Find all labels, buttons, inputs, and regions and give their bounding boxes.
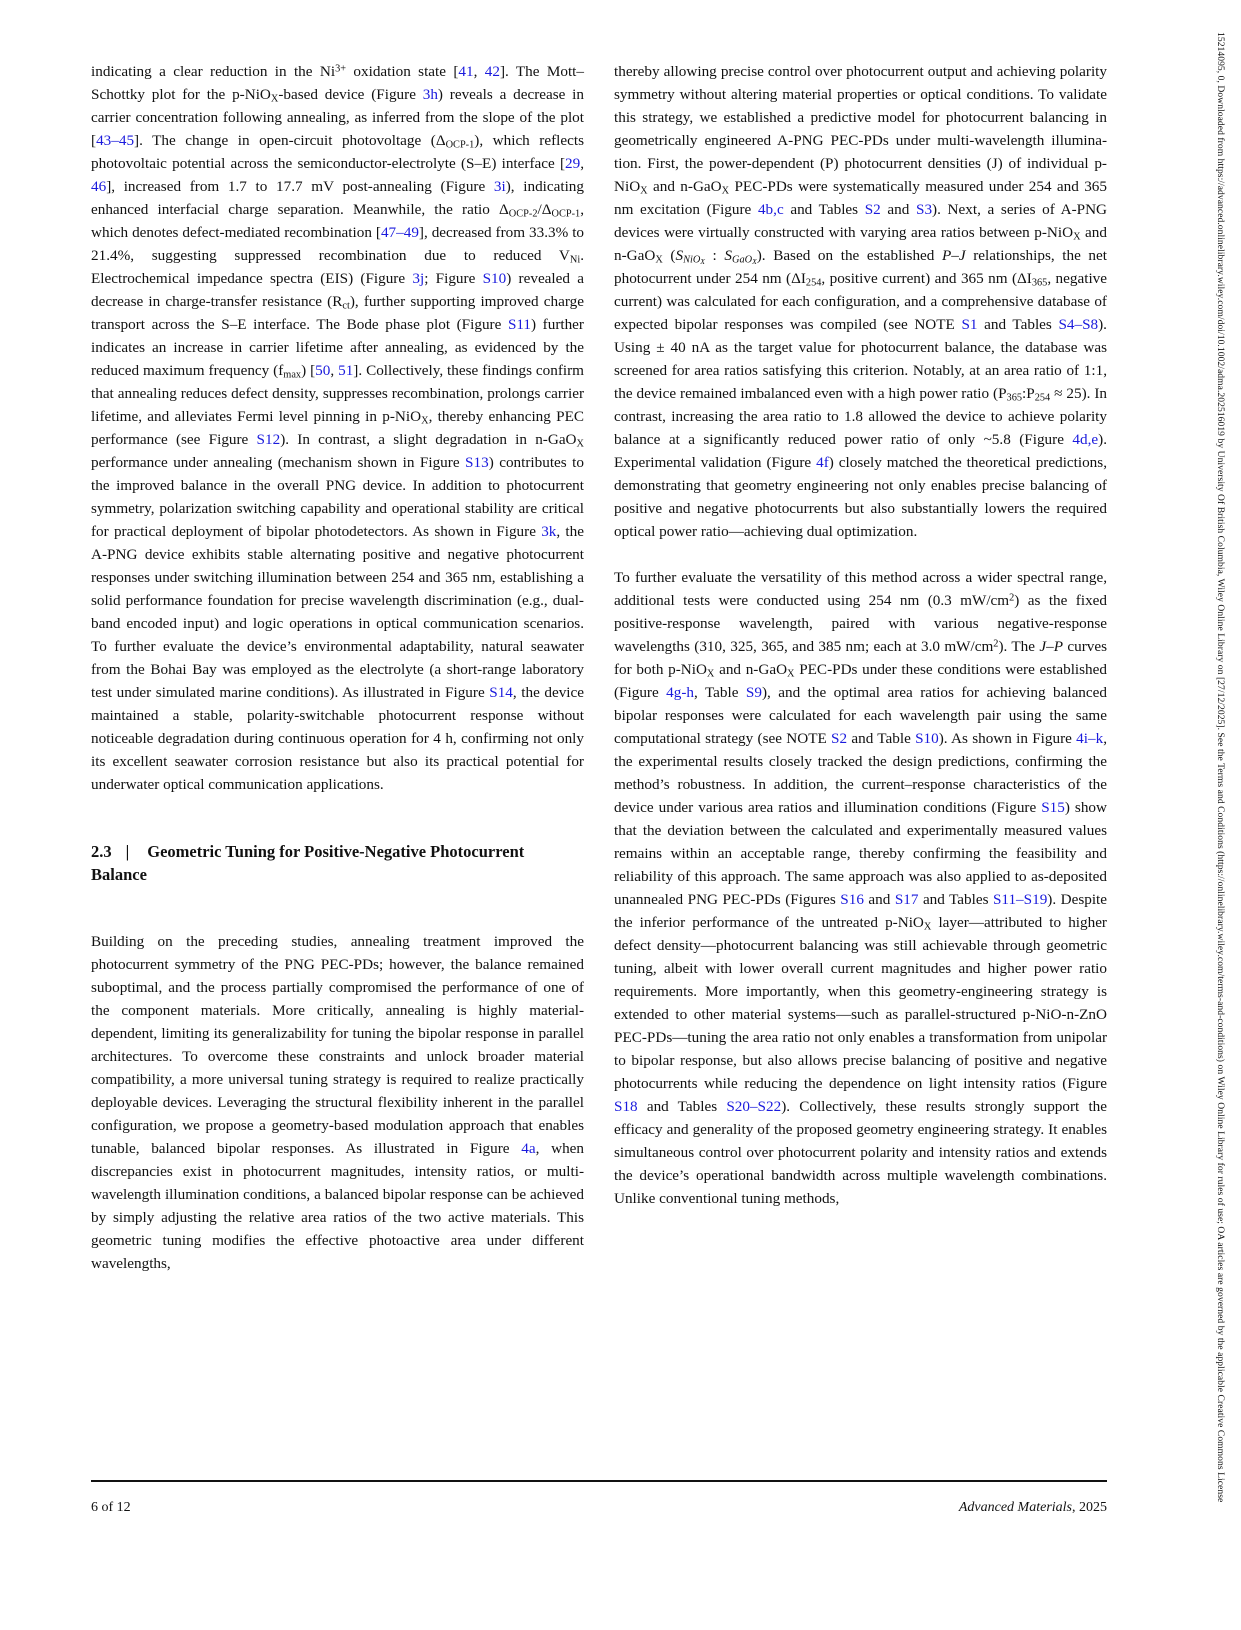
subscript: max (283, 369, 302, 381)
section-number: 2.3 (91, 842, 112, 861)
paragraph: To further evaluate the versatility of this method across a wider spectral range, additional tests were conducted using 254 nm (0.3 $mW/cm^2$) as the fixed positive-response wavelength, paired with various negative-response wavelengths (310, 325, 365, and 385 nm; each at 3.0 $mW/cm^2$). The J–P curves for both p-NiO$_X$ and n-GaO$_X$ PEC-PDs under these conditions were established (Figure 4g-h, Table S9), and the optimal area ratios for achieving balanced bipolar responses were calculated for each wavelength pair using the same computational strategy (see NOTE S2 and Table S10). As shown in Figure 4i–k, the experimental results closely tracked the design predictions, confirming the method’s robustness. In addition, the current–response characteristics of the device under various area ratios and illumination conditions (Figure S15) show that the deviation between the calculated and experimentally measured values remains within an acceptable range, thereby confirming the feasibility and reliability of this approach. The same approach was also applied to as-deposited unannealed PNG PEC-PDs (Figures S16 and S17 and Tables S11–S19). Despite the inferior performance of the untreated p-NiO$_X$ layer—attributed to higher defect density—photocurrent balancing was still achievable through geometric tuning, albeit with lower overall current magnitudes and higher power ratio requirements. More importantly, when this geometry-engineering strategy is extended to other material systems—such as parallel-structured p-NiO-n-ZnO PEC-PDs—tuning the area ratio not only enables a transformation from unipolar to bipolar response, but also allows precise balancing of positive and negative photocurrents while reducing the dependence on light intensity ratios (Figure S18 and Tables S20–S22). Collectively, these results strongly support the efficacy and generality of the proposed geometry engineering strategy. It enables simultaneous control over photocurrent polarity and intensity ratios and extends the device’s operational bandwidth across multiple wavelength combinations. Unlike conventional tuning methods, (614, 569, 1108, 1207)
reference-link[interactable]: S15 (1041, 799, 1065, 816)
superscript: 2 (993, 638, 999, 650)
reference-link[interactable]: S12 (256, 431, 281, 448)
italic-text: J–P (1039, 638, 1063, 655)
subscript: X (1073, 231, 1081, 243)
download-notice-text: 15214095, 0, Downloaded from https://advanced.onlinelibrary.wiley.com/doi/10.1002/adma.202516019 by University Of British Columbia, Wiley Online Library on [27/12/2025]. See the Terms and Conditions (https://onlinelibrary.wiley.com/terms-and-conditions) on Wiley Online Library for rules of use; OA articles are governed by the applicable Creative Commons License (1215, 32, 1226, 1503)
reference-link[interactable]: 42 (484, 63, 500, 80)
reference-link[interactable]: 47–49 (380, 224, 419, 241)
journal-year: , 2025 (1072, 1500, 1107, 1515)
reference-link[interactable]: S11–S19 (992, 891, 1048, 908)
reference-link[interactable]: S14 (489, 684, 513, 701)
reference-link[interactable]: S2 (831, 730, 848, 747)
reference-link[interactable]: S16 (840, 891, 864, 908)
reference-link[interactable]: S13 (465, 454, 489, 471)
subscript: OCP-1 (551, 208, 581, 220)
subscript: 254 (805, 277, 822, 289)
left-column (91, 60, 584, 1275)
reference-link[interactable]: 3k (541, 523, 557, 540)
reference-link[interactable]: S10 (915, 730, 939, 747)
superscript: 3+ (335, 63, 347, 75)
reference-link[interactable]: S9 (745, 684, 762, 701)
italic-subscript: GaO (731, 254, 753, 266)
subscript: X (706, 668, 715, 680)
italic-subscript: X (700, 257, 705, 267)
subscript: X (721, 185, 730, 197)
reference-link[interactable]: S11 (507, 316, 532, 333)
paragraph: indicating a clear reduction in the $Ni^{3+}$ oxidation state [41, 42]. The Mott–Schottky plot for the p-NiO$_X$-based device (Figure 3h) reveals a decrease in carrier concentration following annealing, as inferred from the slope of the plot [43–45]. The change in open-circuit photovoltage $(\Delta_{OCP-1})$, which reflects photovoltaic potential across the semiconductor-electrolyte (S–E) interface [29, 46], increased from 1.7 to 17.7 mV post-annealing (Figure 3i), indicating enhanced interfacial charge separation. Meanwhile, the ratio $\Delta_{OCP-2}/\Delta_{OCP-1}$, which denotes defect-mediated recombination [47–49], decreased from 33.3% to 21.4%, suggesting suppressed recombination due to reduced $V_{Ni}$. Electrochemical impedance spectra (EIS) (Figure 3j; Figure S10) revealed a decrease in charge-transfer resistance $(R_{ct})$, further supporting improved charge transport across the S–E interface. The Bode phase plot (Figure S11) further indicates an increase in carrier lifetime after annealing, as evidenced by the reduced maximum frequency $(f_{max})$ [50, 51]. Collectively, these findings confirm that annealing reduces defect density, suppresses recombination, prolongs carrier lifetime, and alleviates Fermi level pinning in p-NiO$_X$, thereby enhancing PEC performance (see Figure S12). In contrast, a slight degradation in n-GaO$_X$ performance under annealing (mechanism shown in Figure S13) contributes to the improved balance in the overall PNG device. In addition to photocurrent symmetry, polarization switching capability and operational stability are critical for practical deployment of bipolar photodetectors. As shown in Figure 3k, the A-PNG device exhibits stable alternating positive and negative photocurrent responses under switching illumination between 254 and 365 nm, establishing a solid performance foundation for precise wavelength discrimination (e.g., dual-band encoded input) and logic operations in optical communication scenarios. To further evaluate the device’s environmental adaptability, natural seawater from the Bohai Bay was employed as the electrolyte (a short-range laboratory test under simulated marine conditions). As illustrated in Figure S14, the device maintained a stable, polarity-switchable photocurrent response without noticeable degradation during continuous operation for 4 h, confirming not only its excellent seawater corrosion resistance but also its practical potential for underwater optical communication applications. (91, 63, 585, 793)
reference-link[interactable]: 3i (493, 178, 506, 195)
reference-link[interactable]: S3 (916, 201, 933, 218)
reference-link[interactable]: S20–S22 (726, 1098, 782, 1115)
subscript: X (421, 415, 429, 427)
superscript: 2 (1009, 592, 1015, 604)
footer-divider (91, 1480, 1107, 1482)
subscript: 254 (1034, 392, 1051, 404)
subscript: Ni (569, 254, 581, 266)
reference-link[interactable]: 4a (521, 1140, 536, 1157)
reference-link[interactable]: 29 (565, 155, 581, 172)
reference-link[interactable]: 51 (338, 362, 354, 379)
reference-link[interactable]: S18 (614, 1098, 638, 1115)
reference-link[interactable]: 3h (422, 86, 438, 103)
subscript: X (270, 93, 279, 105)
italic-subscript: NiO (683, 254, 701, 266)
reference-link[interactable]: 4i–k (1076, 730, 1104, 747)
reference-link[interactable]: S17 (894, 891, 919, 908)
italic-text: S (675, 247, 684, 264)
reference-link[interactable]: 4d,e (1072, 431, 1099, 448)
italic-subscript: X (752, 257, 757, 267)
reference-link[interactable]: 46 (91, 178, 107, 195)
reference-link[interactable]: 4g-h (666, 684, 694, 701)
reference-link[interactable]: S4–S8 (1058, 316, 1099, 333)
reference-link[interactable]: 3j (412, 270, 425, 287)
subscript: X (655, 254, 663, 266)
reference-link[interactable]: 43–45 (96, 132, 135, 149)
subscript: X (640, 185, 648, 197)
section-title: Geometric Tuning for Positive-Negative Photocurrent Balance (91, 842, 525, 884)
subscript: OCP-2 (508, 208, 538, 220)
italic-text: S (724, 247, 732, 264)
reference-link[interactable]: 50 (315, 362, 331, 379)
italic-text: P–J (942, 247, 966, 264)
right-column (614, 60, 1107, 1210)
page-number: 6 of 12 (91, 1500, 131, 1515)
journal-citation (959, 1500, 1107, 1516)
reference-link[interactable]: 4f (816, 454, 829, 471)
section-separator: | (125, 842, 130, 861)
reference-link[interactable]: S2 (864, 201, 881, 218)
subscript: X (923, 921, 932, 933)
subscript: ct (342, 300, 350, 312)
download-notice-sidebar (1215, 32, 1226, 1592)
paragraph: thereby allowing precise control over photocurrent output and achieving polarity symmetry without altering material properties or optical conditions. To validate this strategy, we established a predictive model for photocurrent balancing in geometrically engineered A-PNG PEC-PDs under multi-wavelength illumination. First, the power-dependent (P) photocurrent densities (J) of individual p-NiO$_X$ and n-GaO$_X$ PEC-PDs were systematically measured under 254 and 365 nm excitation (Figure 4b,c and Tables S2 and S3). Next, a series of A-PNG devices were virtually constructed with varying area ratios between p-NiO$_X$ and n-GaO$_X$ ($S_{NiOX}$ : $S_{GaOX}$). Based on the established P–J relationships, the net photocurrent under 254 nm ($\Delta I_{254}$, positive current) and 365 nm ($\Delta I_{365}$, negative current) was calculated for each configuration, and a comprehensive database of expected bipolar responses was compiled (see NOTE S1 and Tables S4–S8). Using ± 40 nA as the target value for photocurrent balance, the database was screened for area ratios satisfying this criterion. Notably, at an area ratio of 1:1, the device remained imbalanced even with a high power ratio $(P_{365}:P_{254} \approx 25)$. In contrast, increasing the area ratio to 1.8 allowed the device to achieve polarity balance at a significantly reduced power ratio of only ~5.8 (Figure 4d,e). Experimental validation (Figure 4f) closely matched the theoretical predictions, demonstrating that geometry engineering not only enables precise balancing of positive and negative photocurrents but also substantially lowers the required optical power ratio—achieving dual optimization. (614, 63, 1108, 540)
subscript: 365 (1031, 277, 1048, 289)
reference-link[interactable]: 41 (458, 63, 474, 80)
subscript: X (787, 668, 795, 680)
section-heading (91, 840, 584, 886)
paragraph: Building on the preceding studies, annealing treatment improved the photocurrent symmetry of the PNG PEC-PDs; however, the balance remained suboptimal, and the process partially compromised the performance of one of the component materials. More critically, annealing is highly material-dependent, limiting its generalizability for tuning the bipolar response in parallel architectures. To overcome these constraints and unlock broader material compatibility, a more universal tuning strategy is required to realize practically deployable devices. Leveraging the structural flexibility inherent in the parallel configuration, we propose a geometry-based modulation approach that enables tunable, balanced bipolar responses. As illustrated in Figure 4a, when discrepancies exist in photocurrent magnitudes, intensity ratios, or multi-wavelength illumination conditions, a balanced bipolar response can be achieved by simply adjusting the relative area ratios of the two active materials. This geometric tuning modifies the effective photoactive area under different wavelengths, (91, 933, 584, 1272)
subscript: X (576, 438, 584, 450)
reference-link[interactable]: S1 (961, 316, 978, 333)
reference-link[interactable]: S10 (482, 270, 507, 287)
reference-link[interactable]: 4b,c (757, 201, 784, 218)
subscript: 365 (1006, 392, 1023, 404)
journal-name: Advanced Materials (958, 1500, 1072, 1515)
subscript: OCP-1 (445, 139, 475, 151)
